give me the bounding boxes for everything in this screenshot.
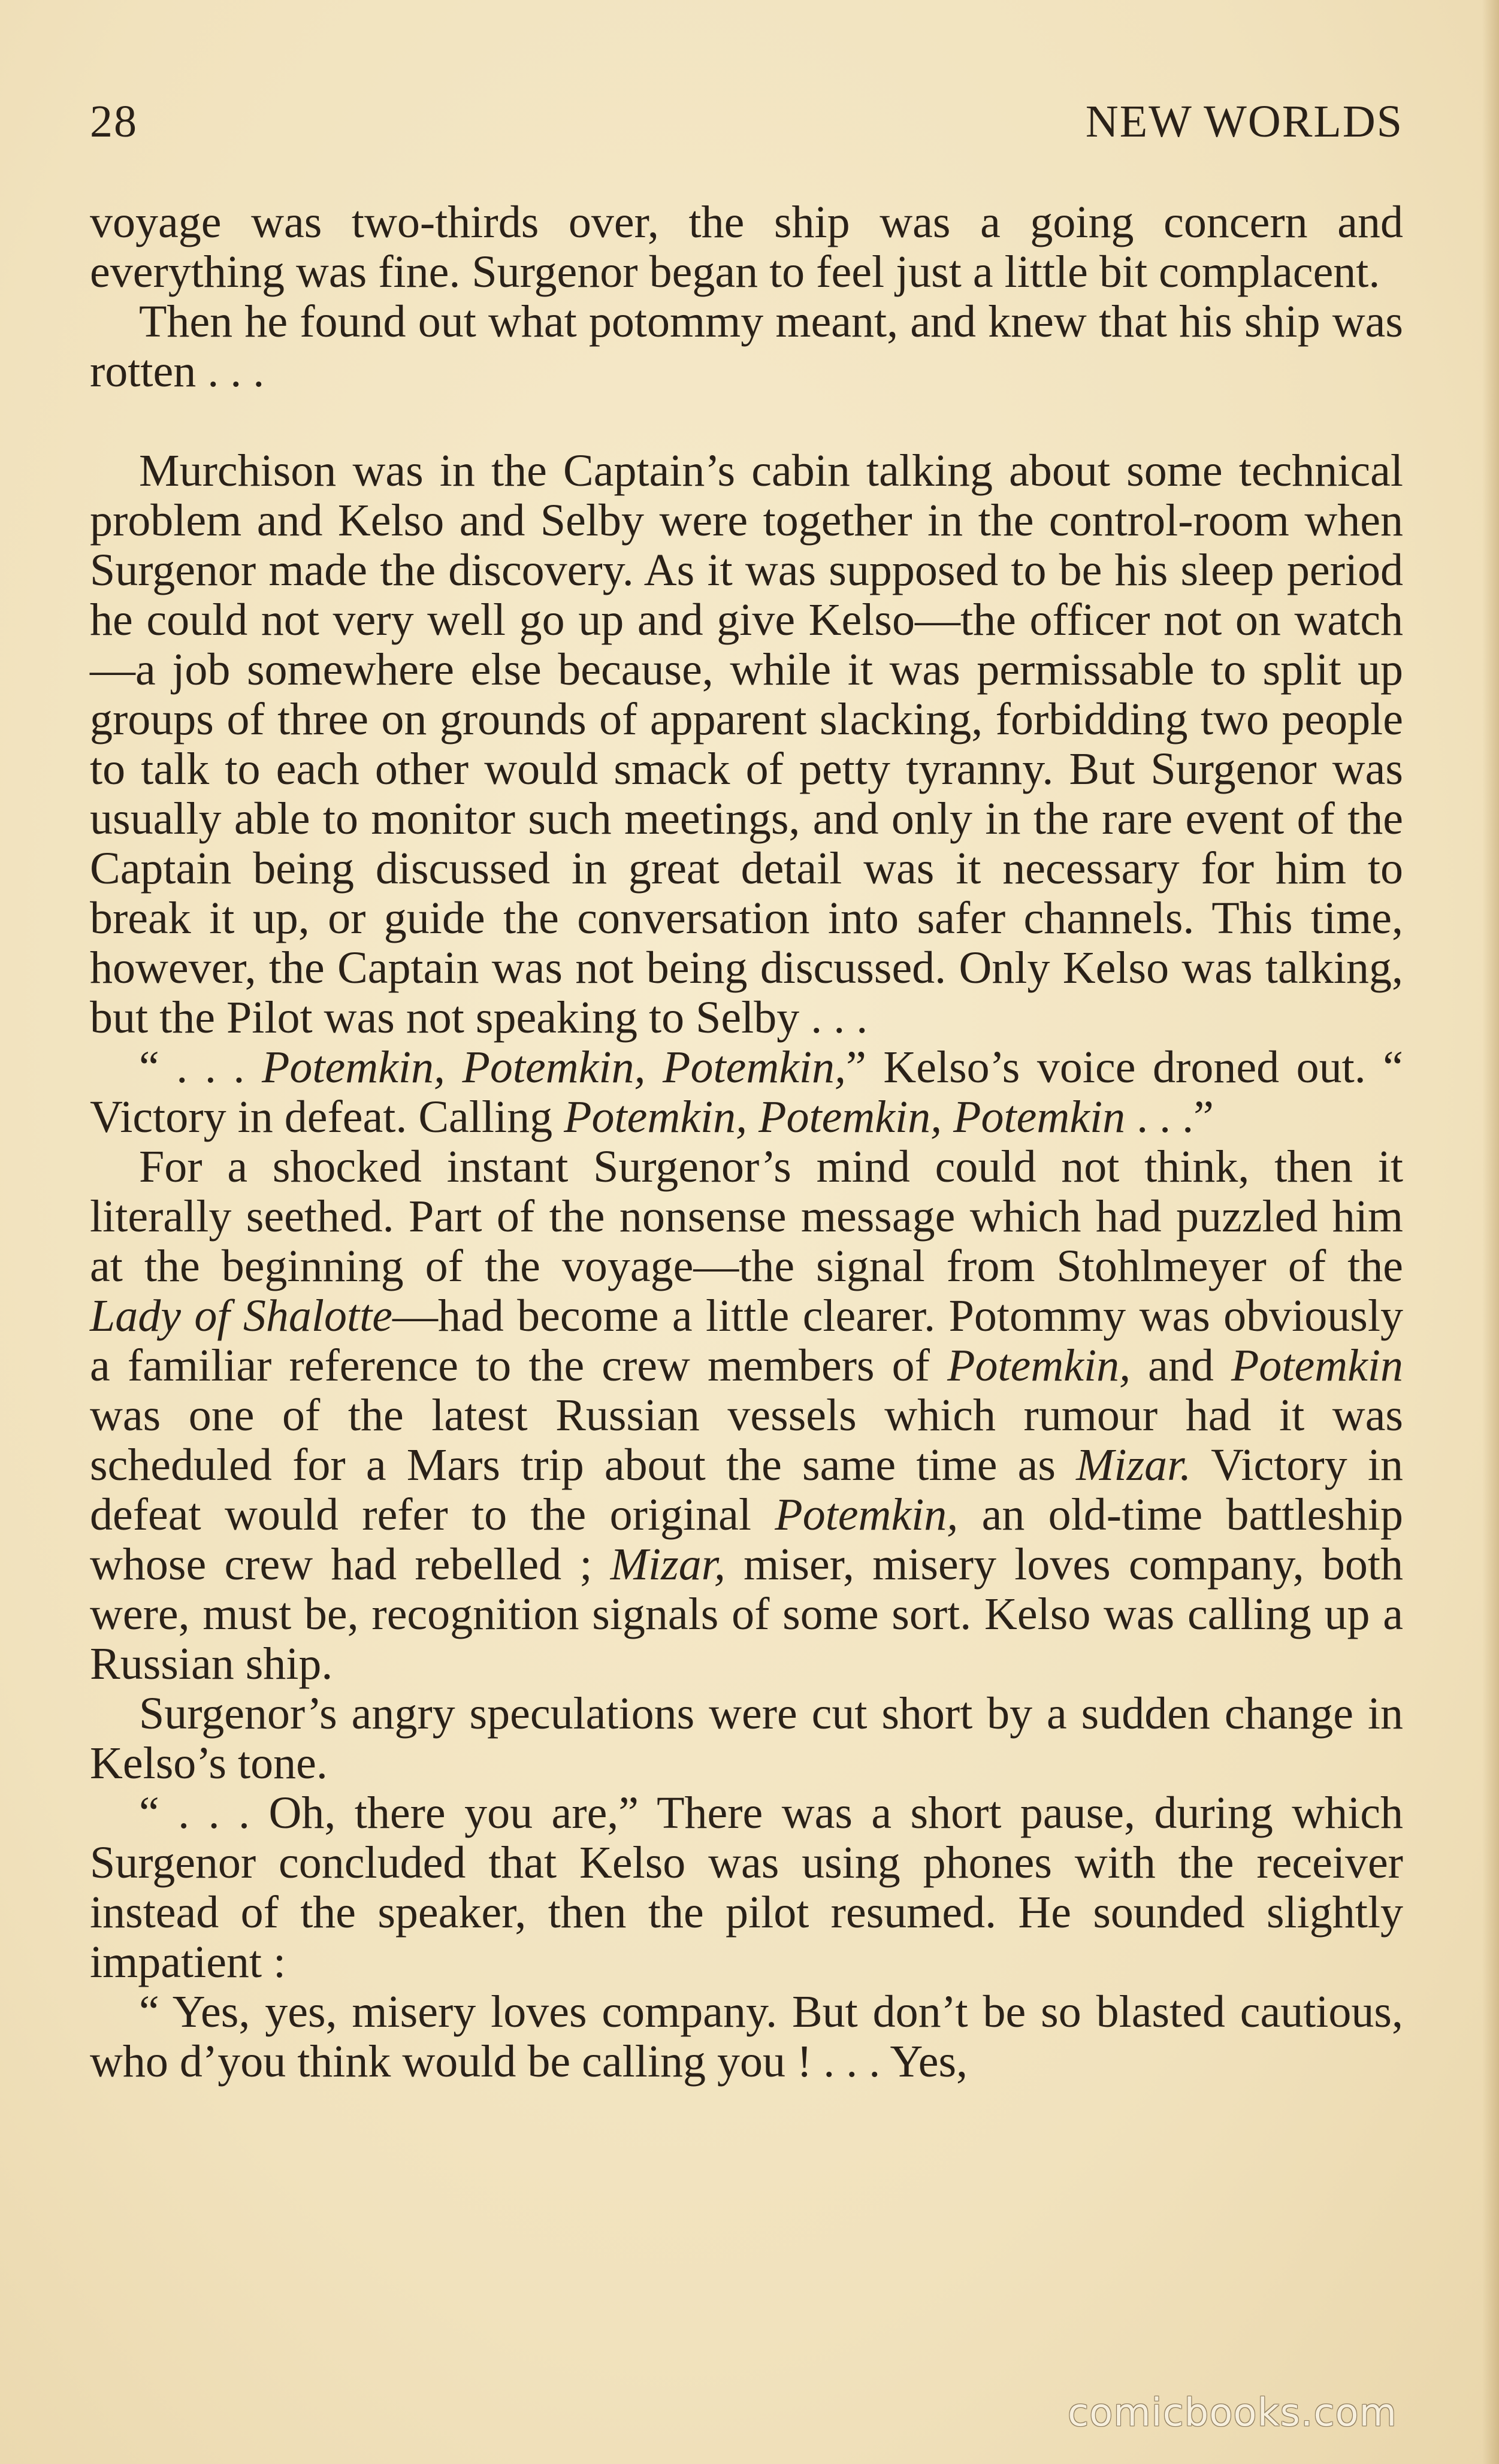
paragraph — [90, 297, 1403, 396]
italic-text: Mizar. — [1076, 1440, 1192, 1490]
page-edge-shading — [1482, 0, 1499, 2464]
text-run: miser, misery loves company, both were, must be, recognition signals of some sort. Kelso was calling up a Russian ship. — [90, 1539, 1403, 1689]
paragraph — [90, 1142, 1403, 1689]
watermark: comicbooks.com — [1067, 2391, 1397, 2435]
italic-text: Lady of Shalotte — [90, 1291, 392, 1341]
text-run: “ . . . — [139, 1042, 262, 1092]
paragraph — [90, 1043, 1403, 1142]
paragraph — [90, 1689, 1403, 1788]
italic-text: Potemkin, Potemkin, Potemkin, — [261, 1042, 847, 1092]
paragraph — [90, 198, 1403, 297]
text-run: ” Kelso’s voice droned out. “ Victory in defeat. Calling — [90, 1042, 1404, 1142]
page-number: 28 — [90, 96, 138, 147]
italic-text: Potemkin, — [947, 1340, 1131, 1391]
text-run: “ Yes, yes, misery loves company. But don’t be so blasted cautious, who d’you think would be calling you ! . . . Yes, — [90, 1987, 1403, 2087]
text-run: For a shocked instant Surgenor’s mind could not think, then it literally seethed. Part of the nonsense message which had puzzled him at the beginning of the voyage—the signal from Stohlmeyer of the — [90, 1142, 1403, 1291]
text-run: voyage was two-thirds over, the ship was a going concern and everything was fine. Surgenor began to feel just a little bit complacent. — [90, 197, 1403, 297]
text-run: and — [1131, 1340, 1231, 1391]
text-run: Then he found out what potommy meant, and knew that his ship was rotten . . . — [90, 296, 1403, 396]
paragraph — [90, 1987, 1403, 2087]
text-run: —had become a little clearer. Potommy was obviously a familiar reference to the crew members of — [90, 1291, 1403, 1391]
running-head: NEW WORLDS — [1085, 96, 1403, 147]
paragraph — [90, 1788, 1403, 1987]
italic-text: Mizar, — [610, 1539, 726, 1590]
text-run: . . .” — [1125, 1092, 1214, 1142]
text-run: an old-time battleship whose crew had rebelled ; — [90, 1490, 1403, 1590]
text-run: Victory in defeat would refer to the original — [90, 1440, 1403, 1540]
body-text — [90, 198, 1403, 2087]
italic-text: Potemkin, Potemkin, Potemkin — [564, 1092, 1126, 1142]
text-run: was one of the latest Russian vessels which rumour had it was scheduled for a Mars trip about the same time as — [90, 1390, 1403, 1490]
page-header — [90, 96, 1403, 156]
text-run: “ . . . Oh, there you are,” There was a short pause, during which Surgenor concluded that Kelso was using phones with the receiver instead of the speaker, then the pilot resumed. He sounded slightly impatient : — [90, 1788, 1403, 1987]
text-run: Surgenor’s angry speculations were cut short by a sudden change in Kelso’s tone. — [90, 1688, 1403, 1788]
italic-text: Potemkin — [1231, 1340, 1403, 1391]
italic-text: Potemkin, — [775, 1490, 959, 1540]
text-run: Murchison was in the Captain’s cabin talking about some technical problem and Kelso and Selby were together in the control-room when Surgenor made the discovery. As it was supposed to be his sleep period he could not very well go up and give Kelso—the officer not on watch—a job somewhere else because, while it was permissable to split up groups of three on grounds of apparent slacking, forbidding two people to talk to each other would smack of petty tyranny. But Surgenor was usually able to monitor such meetings, and only in the rare event of the Captain being discussed in great detail was it necessary for him to break it up, or guide the conversation into safer channels. This time, however, the Captain was not being discussed. Only Kelso was talking, but the Pilot was not speaking to Selby . . . — [90, 446, 1403, 1043]
paragraph — [90, 446, 1403, 1043]
